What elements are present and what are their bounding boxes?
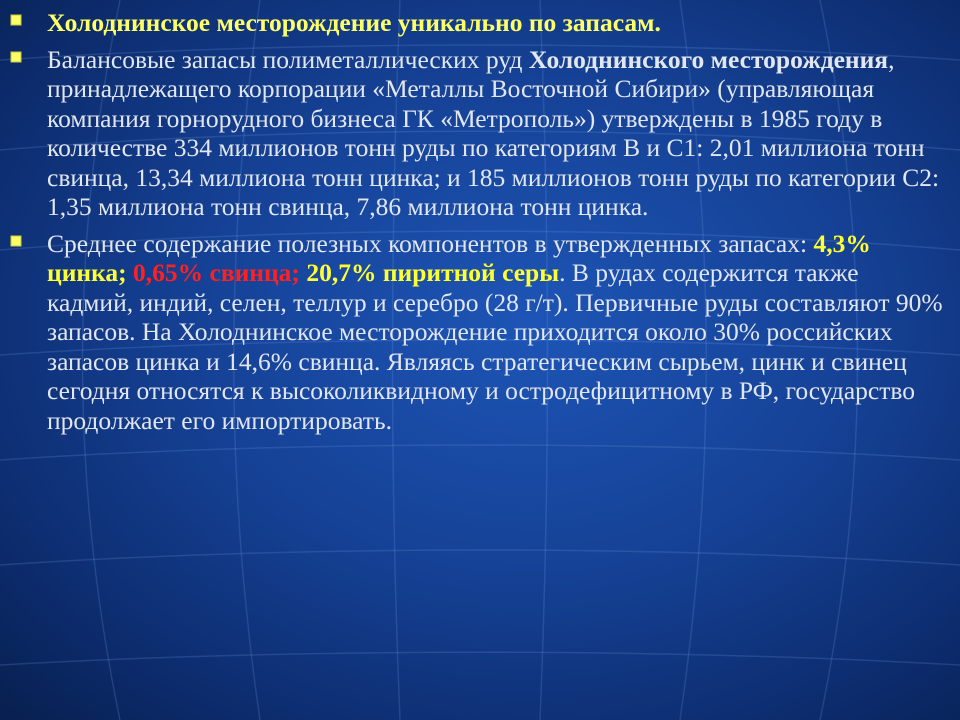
bullet-3-text-rest: . В рудах содержится также кадмий, индий, селен, теллур и серебро (28 г/т). Первичные руды составляют 90% запасов. На Холоднинское месторождение приходится около 30% российских запасов цинка и 14,6% свинца. Являясь стратегическим сырьем, цинк и свинец сегодня относятся к высоколиквидному и остродефицитному в РФ, государство продолжает его импортировать. — [47, 258, 943, 435]
square-bullet-icon — [10, 14, 22, 26]
deposit-name-bold: Холоднинского месторождения — [528, 44, 889, 74]
slide-content — [10, 8, 950, 442]
bullet-3-text-start: Среднее содержание полезных компонентов в утвержденных запасах: — [47, 228, 814, 258]
bullet-2-text-start: Балансовые запасы полиметаллических руд — [47, 44, 529, 74]
bullet-item-3 — [10, 229, 950, 436]
bullet-item-1 — [10, 8, 950, 38]
square-bullet-icon — [10, 51, 22, 63]
lead-content-highlight: 0,65% свинца; — [133, 258, 307, 287]
bullet-2-text-rest: , принадлежащего корпорации «Металлы Восточной Сибири» (управляющая компания горнорудного бизнеса ГК «Метрополь») утверждены в 1985 году в количестве 334 миллионов тонн руды по категориям В и С1: 2,01 миллиона тонн свинца, 13,34 миллиона тонн цинка; и 185 миллионов тонн руды по категории С2: 1,35 миллиона тонн свинца, 7,86 миллиона тонн цинка. — [47, 44, 940, 221]
zinc-content-highlight: 4,3% цинка; — [47, 228, 871, 287]
bullet-1-text: Холоднинское месторождение уникально по запасам. — [47, 8, 661, 37]
bullet-item-2 — [10, 45, 950, 222]
square-bullet-icon — [10, 235, 22, 247]
pyrite-sulfur-highlight: 20,7% пиритной серы — [306, 258, 560, 287]
